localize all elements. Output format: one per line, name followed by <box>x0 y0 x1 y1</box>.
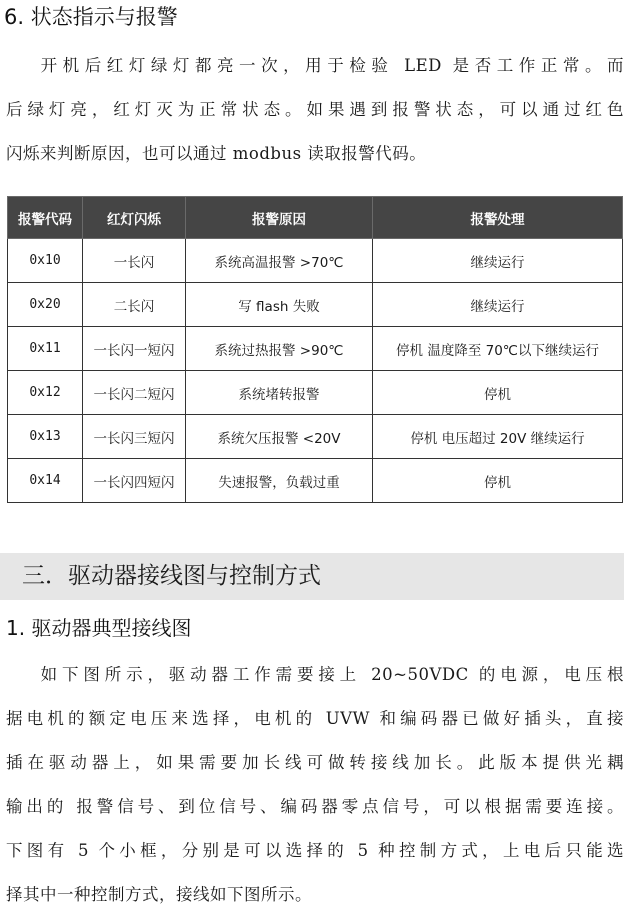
header-alarm-cause: 报警原因 <box>186 197 373 239</box>
table-row <box>8 327 623 371</box>
table-row <box>8 283 623 327</box>
paragraph-line: 择其中一种控制方式，接线如下图所示。 <box>6 885 312 904</box>
table-row <box>8 415 623 459</box>
section-heading-status-alarm: 6. 状态指示与报警 <box>4 5 178 29</box>
section-title: 三．驱动器接线图与控制方式 <box>22 563 321 589</box>
header-alarm-code: 报警代码 <box>8 197 83 239</box>
cell-handling: 继续运行 <box>373 239 623 283</box>
cell-blink: 一长闪三短闪 <box>83 415 186 459</box>
paragraph-line: 后绿灯亮，红灯灭为正常状态。如果遇到报警状态，可以通过红色 <box>6 100 624 119</box>
paragraph-line: 据电机的额定电压来选择，电机的 UVW 和编码器已做好插头，直接 <box>6 709 624 728</box>
cell-cause: 写 flash 失败 <box>186 283 373 327</box>
cell-code: 0x10 <box>8 239 83 283</box>
paragraph-line: 下图有 5 个小框，分别是可以选择的 5 种控制方式，上电后只能选 <box>6 841 624 860</box>
intro-paragraph <box>6 44 624 176</box>
cell-handling: 继续运行 <box>373 283 623 327</box>
cell-blink: 一长闪二短闪 <box>83 371 186 415</box>
header-red-blink: 红灯闪烁 <box>83 197 186 239</box>
cell-code: 0x13 <box>8 415 83 459</box>
cell-code: 0x12 <box>8 371 83 415</box>
cell-blink: 一长闪一短闪 <box>83 327 186 371</box>
table-row <box>8 239 623 283</box>
cell-handling: 停机 <box>373 459 623 503</box>
cell-handling: 停机 电压超过 20V 继续运行 <box>373 415 623 459</box>
header-alarm-handling: 报警处理 <box>373 197 623 239</box>
cell-blink: 一长闪四短闪 <box>83 459 186 503</box>
cell-cause: 系统欠压报警 <20V <box>186 415 373 459</box>
paragraph-line: 如下图所示，驱动器工作需要接上 20~50VDC 的电源，电压根 <box>40 665 624 684</box>
cell-handling: 停机 温度降至 70℃以下继续运行 <box>373 327 623 371</box>
cell-code: 0x20 <box>8 283 83 327</box>
subheading-typical-wiring: 1. 驱动器典型接线图 <box>6 616 192 640</box>
cell-code: 0x14 <box>8 459 83 503</box>
table-row <box>8 459 623 503</box>
paragraph-line: 闪烁来判断原因，也可以通过 modbus 读取报警代码。 <box>6 144 427 163</box>
table-header-row <box>8 197 623 239</box>
cell-cause: 系统高温报警 >70℃ <box>186 239 373 283</box>
paragraph-line: 插在驱动器上，如果需要加长线可做转接线加长。此版本提供光耦 <box>6 753 624 772</box>
cell-code: 0x11 <box>8 327 83 371</box>
cell-cause: 系统堵转报警 <box>186 371 373 415</box>
paragraph-line: 输出的 报警信号、到位信号、编码器零点信号，可以根据需要连接。 <box>6 797 624 816</box>
section-banner-wiring <box>0 553 624 600</box>
wiring-paragraph <box>6 653 624 917</box>
cell-blink: 二长闪 <box>83 283 186 327</box>
cell-blink: 一长闪 <box>83 239 186 283</box>
table-row <box>8 371 623 415</box>
cell-handling: 停机 <box>373 371 623 415</box>
paragraph-line: 开机后红灯绿灯都亮一次，用于检验 LED 是否工作正常。而 <box>40 56 624 75</box>
alarm-code-table <box>7 196 623 503</box>
cell-cause: 系统过热报警 >90℃ <box>186 327 373 371</box>
cell-cause: 失速报警，负载过重 <box>186 459 373 503</box>
